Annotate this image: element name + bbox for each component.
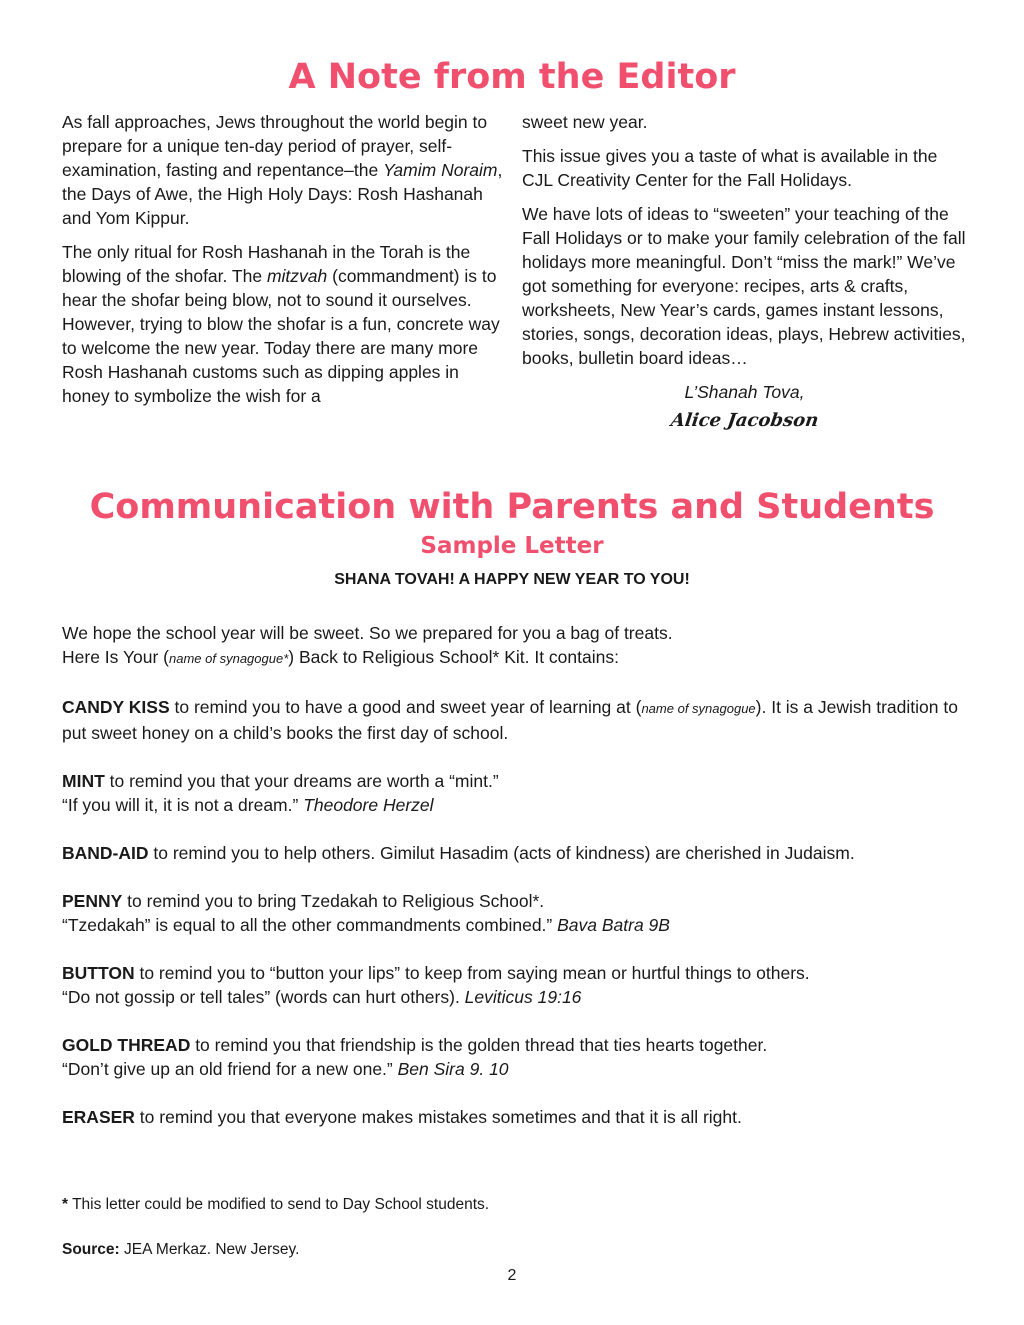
editor-paragraph-2: The only ritual for Rosh Hashanah in the Torah is the blowing of the shofar. The mitzvah (commandment) is to hear the shofar being blow, not to sound it ourselves. However, trying to blow the shofar is a fun, concrete way to welcome the new year. Today there are many more Rosh Hashanah customs such as dipping apples in honey to symbolize the wish for a <box>62 242 500 406</box>
page-number: 2 <box>507 1267 517 1284</box>
communication-title: Communication with Parents and Students <box>89 487 935 527</box>
item-penny: PENNY to remind you to bring Tzedakah to Religious School*. “Tzedakah” is equal to all the other commandments combined.” Bava Batra 9B <box>62 891 670 935</box>
footnote: * This letter could be modified to send to Day School students. <box>62 1196 490 1213</box>
item-candy-kiss: CANDY KISS to remind you to have a good and sweet year of learning at (name of synagogue). It is a Jewish tradition to put sweet honey on a child’s books the first day of school. <box>62 697 958 743</box>
letter-heading: SHANA TOVAH! A HAPPY NEW YEAR TO YOU! <box>334 571 690 588</box>
editor-paragraph-2-continued: (commandment) is to hear the shofar being blow, not to sound it ourselves. However, trying to blow the shofar is a fun, concrete way to welcome the new year. Today there are many more Rosh Hashanah customs such as dipping apples in honey to symbolize the wish for a <box>62 266 500 406</box>
editor-signature-block <box>522 408 967 433</box>
editor-column-left <box>62 110 507 418</box>
item-eraser: ERASER to remind you that everyone makes mistakes sometimes and that it is all right. <box>62 1107 742 1127</box>
editor-title: A Note from the Editor <box>288 57 736 97</box>
editor-paragraph-2-end: sweet new year. <box>522 112 648 132</box>
letter-intro: We hope the school year will be sweet. So we prepared for you a bag of treats. Here Is Your (name of synagogue*) Back to Religious School* Kit. It contains: <box>62 623 673 667</box>
editor-closing: L’Shanah Tova, <box>684 382 805 402</box>
editor-paragraph-4: We have lots of ideas to “sweeten” your teaching of the Fall Holidays or to make your family celebration of the fall holidays more meaningful. Don’t “miss the mark!” We’ve got something for everyone: recipes, arts & crafts, worksheets, New Year’s cards, games instant lessons, stories, songs, decoration ideas, plays, Hebrew activities, books, bulletin board ideas… <box>522 204 966 368</box>
sample-letter-subtitle: Sample Letter <box>420 533 604 559</box>
editor-signature: Alice Jacobson <box>669 410 820 431</box>
source-note: Source: JEA Merkaz. New Jersey. <box>62 1241 300 1258</box>
item-button: BUTTON to remind you to “button your lips” to keep from saying mean or hurtful things to others. “Do not gossip or tell tales” (words can hurt others). Leviticus 19:16 <box>62 963 810 1007</box>
item-mint: MINT to remind you that your dreams are worth a “mint.” “If you will it, it is not a dream.” Theodore Herzel <box>62 771 499 815</box>
item-gold-thread: GOLD THREAD to remind you that friendship is the golden thread that ties hearts together. “Don’t give up an old friend for a new one.” Ben Sira 9. 10 <box>62 1035 768 1079</box>
sample-letter-body <box>62 621 962 1153</box>
item-band-aid: BAND-AID to remind you to help others. Gimilut Hasadim (acts of kindness) are cherished in Judaism. <box>62 843 855 863</box>
editor-column-right <box>522 110 967 433</box>
editor-paragraph-3: This issue gives you a taste of what is available in the CJL Creativity Center for the Fall Holidays. <box>522 146 938 190</box>
editor-paragraph-1: As fall approaches, Jews throughout the world begin to prepare for a unique ten-day period of prayer, self-examination, fasting and repentance–the Yamim Noraim, the Days of Awe, the High Holy Days: Rosh Hashanah and Yom Kippur. <box>62 112 503 228</box>
